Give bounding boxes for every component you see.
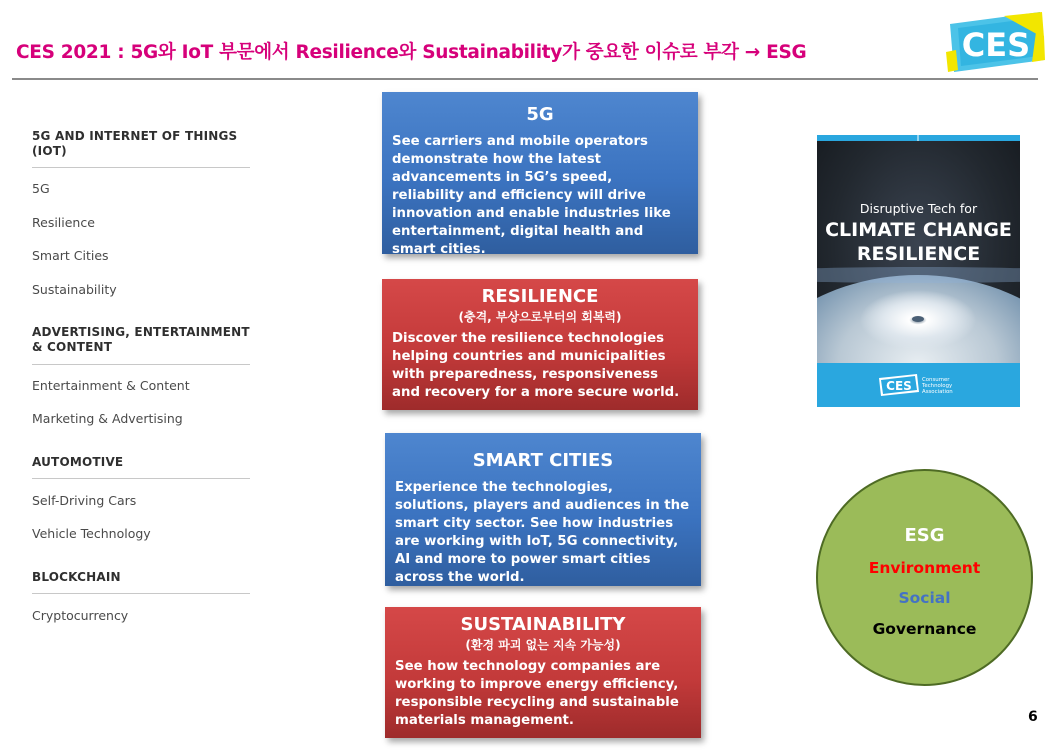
card-body: See carriers and mobile operators demonstrate how the latest advancements in 5G’s speed, reliability and efficiency will drive innovation and enable industries like entertainment, digital health and smart cities. (392, 134, 671, 257)
sidebar-item-sustainability[interactable]: Sustainability (32, 282, 117, 297)
sidebar-heading-automotive: AUTOMOTIVE (32, 455, 124, 469)
esg-environment: Environment (868, 559, 981, 577)
sidebar-item-smart-cities[interactable]: Smart Cities (32, 248, 109, 263)
slide-title: CES 2021 : 5G와 IoT 부문에서 Resilience와 Sustainability가 중요한 이슈로 부각 → ESG (16, 42, 807, 63)
sidebar-item-resilience[interactable]: Resilience (32, 215, 95, 230)
ces-logo-text: CES (961, 26, 1031, 64)
sidebar-menu (32, 0, 252, 750)
sidebar-item-cryptocurrency[interactable]: Cryptocurrency (32, 608, 129, 623)
sidebar-item-5g[interactable]: 5G (32, 181, 50, 196)
card-title: SUSTAINABILITY (460, 614, 626, 635)
sidebar-heading-blockchain: BLOCKCHAIN (32, 570, 121, 584)
cover-subtitle: Disruptive Tech for (859, 201, 978, 216)
sidebar-item-entertainment-content[interactable]: Entertainment & Content (32, 378, 190, 393)
sidebar-divider (32, 364, 250, 365)
card-body: Discover the resilience technologies helping countries and municipalities with preparedness, responsiveness and recovery for a more secure world. (392, 331, 680, 400)
ces-logo (944, 12, 1048, 74)
report-cover-image (817, 135, 1020, 407)
card-5g (382, 92, 698, 257)
sidebar-item-marketing-advertising[interactable]: Marketing & Advertising (32, 411, 183, 426)
cover-title-line2: RESILIENCE (856, 243, 981, 265)
card-smart-cities (385, 433, 701, 586)
card-title: 5G (526, 104, 554, 125)
sidebar-item-self-driving-cars[interactable]: Self-Driving Cars (32, 493, 137, 508)
card-body: Experience the technologies, solutions, players and audiences in the smart city sector. See how industries are working with IoT, 5G connectivity, AI and more to power smart cities across the world. (395, 480, 690, 585)
cover-brand-text: Consumer Technology Association (922, 377, 953, 396)
sidebar-heading-advertising: ADVERTISING, ENTERTAINMENT & CONTENT (32, 325, 250, 354)
card-title: SMART CITIES (472, 450, 614, 471)
esg-governance: Governance (872, 620, 977, 638)
esg-title: ESG (904, 525, 945, 546)
card-resilience (382, 279, 698, 410)
card-sustainability (385, 607, 701, 738)
card-title: RESILIENCE (481, 286, 599, 307)
sidebar-divider (32, 167, 250, 168)
card-subtitle: (환경 파괴 없는 지속 가능성) (465, 638, 621, 652)
page-number: 6 (1028, 709, 1038, 725)
sidebar-item-vehicle-technology[interactable]: Vehicle Technology (32, 526, 151, 541)
card-subtitle: (충격, 부상으로부터의 회복력) (458, 310, 622, 324)
esg-circle (816, 469, 1033, 686)
cover-brand-logo-text: CES (886, 379, 912, 393)
esg-social: Social (898, 589, 951, 607)
sidebar-divider (32, 478, 250, 479)
cover-title-line1: CLIMATE CHANGE (825, 219, 1012, 241)
card-body: See how technology companies are working to improve energy efficiency, responsible recycling and sustainable materials management. (395, 659, 679, 728)
sidebar-heading-5g-iot: 5G AND INTERNET OF THINGS (IOT) (32, 129, 238, 158)
sidebar-divider (32, 593, 250, 594)
